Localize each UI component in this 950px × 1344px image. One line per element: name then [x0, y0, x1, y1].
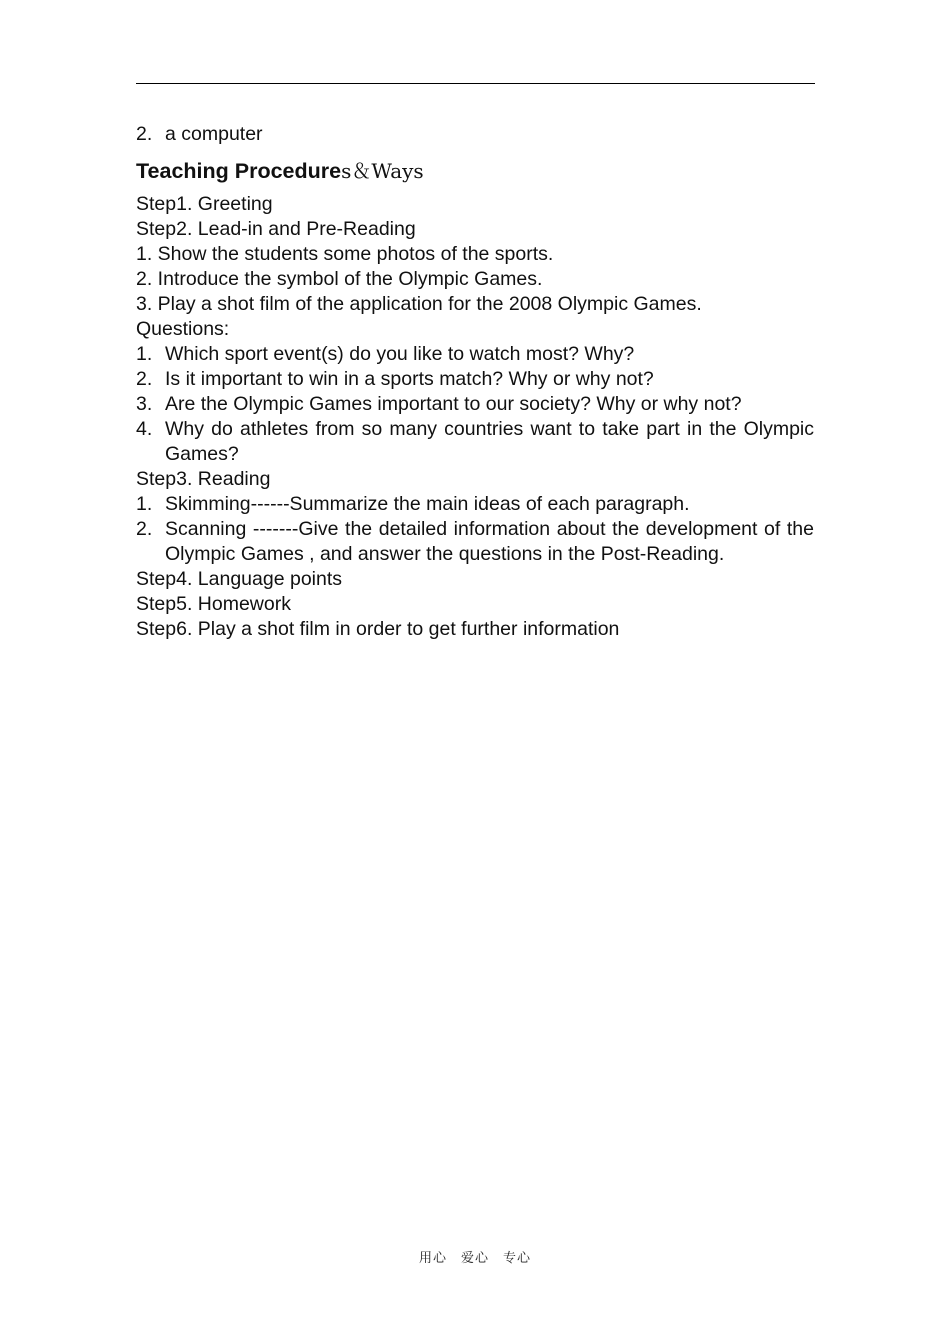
pre-reading-item-1: 1. Show the students some photos of the sports. [136, 243, 554, 265]
list-text: Are the Olympic Games important to our society? Why or why not? [165, 393, 742, 415]
list-text: a computer [165, 123, 263, 145]
list-text: Skimming------Summarize the main ideas of each paragraph. [165, 493, 690, 515]
step-5: Step5. Homework [136, 593, 291, 615]
list-number: 1. [136, 493, 153, 515]
list-number: 2. [136, 368, 153, 390]
step-6: Step6. Play a shot film in order to get further information [136, 618, 620, 640]
page-footer: 用心 爱心 专心 [418, 1251, 531, 1266]
list-text: Which sport event(s) do you like to watch most? Why? [165, 343, 635, 365]
list-number: 2. [136, 518, 153, 540]
material-item-computer [136, 122, 814, 147]
questions-label: Questions: [136, 318, 230, 340]
question-3 [136, 392, 814, 417]
step-2: Step2. Lead-in and Pre-Reading [136, 218, 416, 240]
pre-reading-item-3: 3. Play a shot film of the application for the 2008 Olympic Games. [136, 293, 702, 315]
list-number: 4. [136, 418, 153, 440]
list-number: 1. [136, 343, 153, 365]
question-1 [136, 342, 814, 367]
list-text: Scanning -------Give the detailed information about the development of the Olympic Games , and answer the questions in the Post-Reading. [165, 518, 814, 565]
reading-item-1 [136, 492, 814, 517]
list-text: Why do athletes from so many countries want to take part in the Olympic Games? [165, 418, 814, 465]
step-3: Step3. Reading [136, 468, 271, 490]
pre-reading-item-2: 2. Introduce the symbol of the Olympic Games. [136, 268, 543, 290]
list-text: Is it important to win in a sports match? Why or why not? [165, 368, 654, 390]
heading-rest-part: s＆Ways [341, 159, 424, 183]
heading-bold-part: Teaching Procedure [136, 159, 342, 183]
question-4 [136, 417, 814, 467]
step-4: Step4. Language points [136, 568, 343, 590]
list-number: 3. [136, 393, 153, 415]
list-number: 2. [136, 123, 153, 145]
step-1: Step1. Greeting [136, 193, 273, 215]
header-rule [136, 83, 815, 84]
reading-item-2 [136, 517, 814, 567]
document-body [136, 122, 814, 642]
section-heading [136, 156, 814, 186]
question-2 [136, 367, 814, 392]
